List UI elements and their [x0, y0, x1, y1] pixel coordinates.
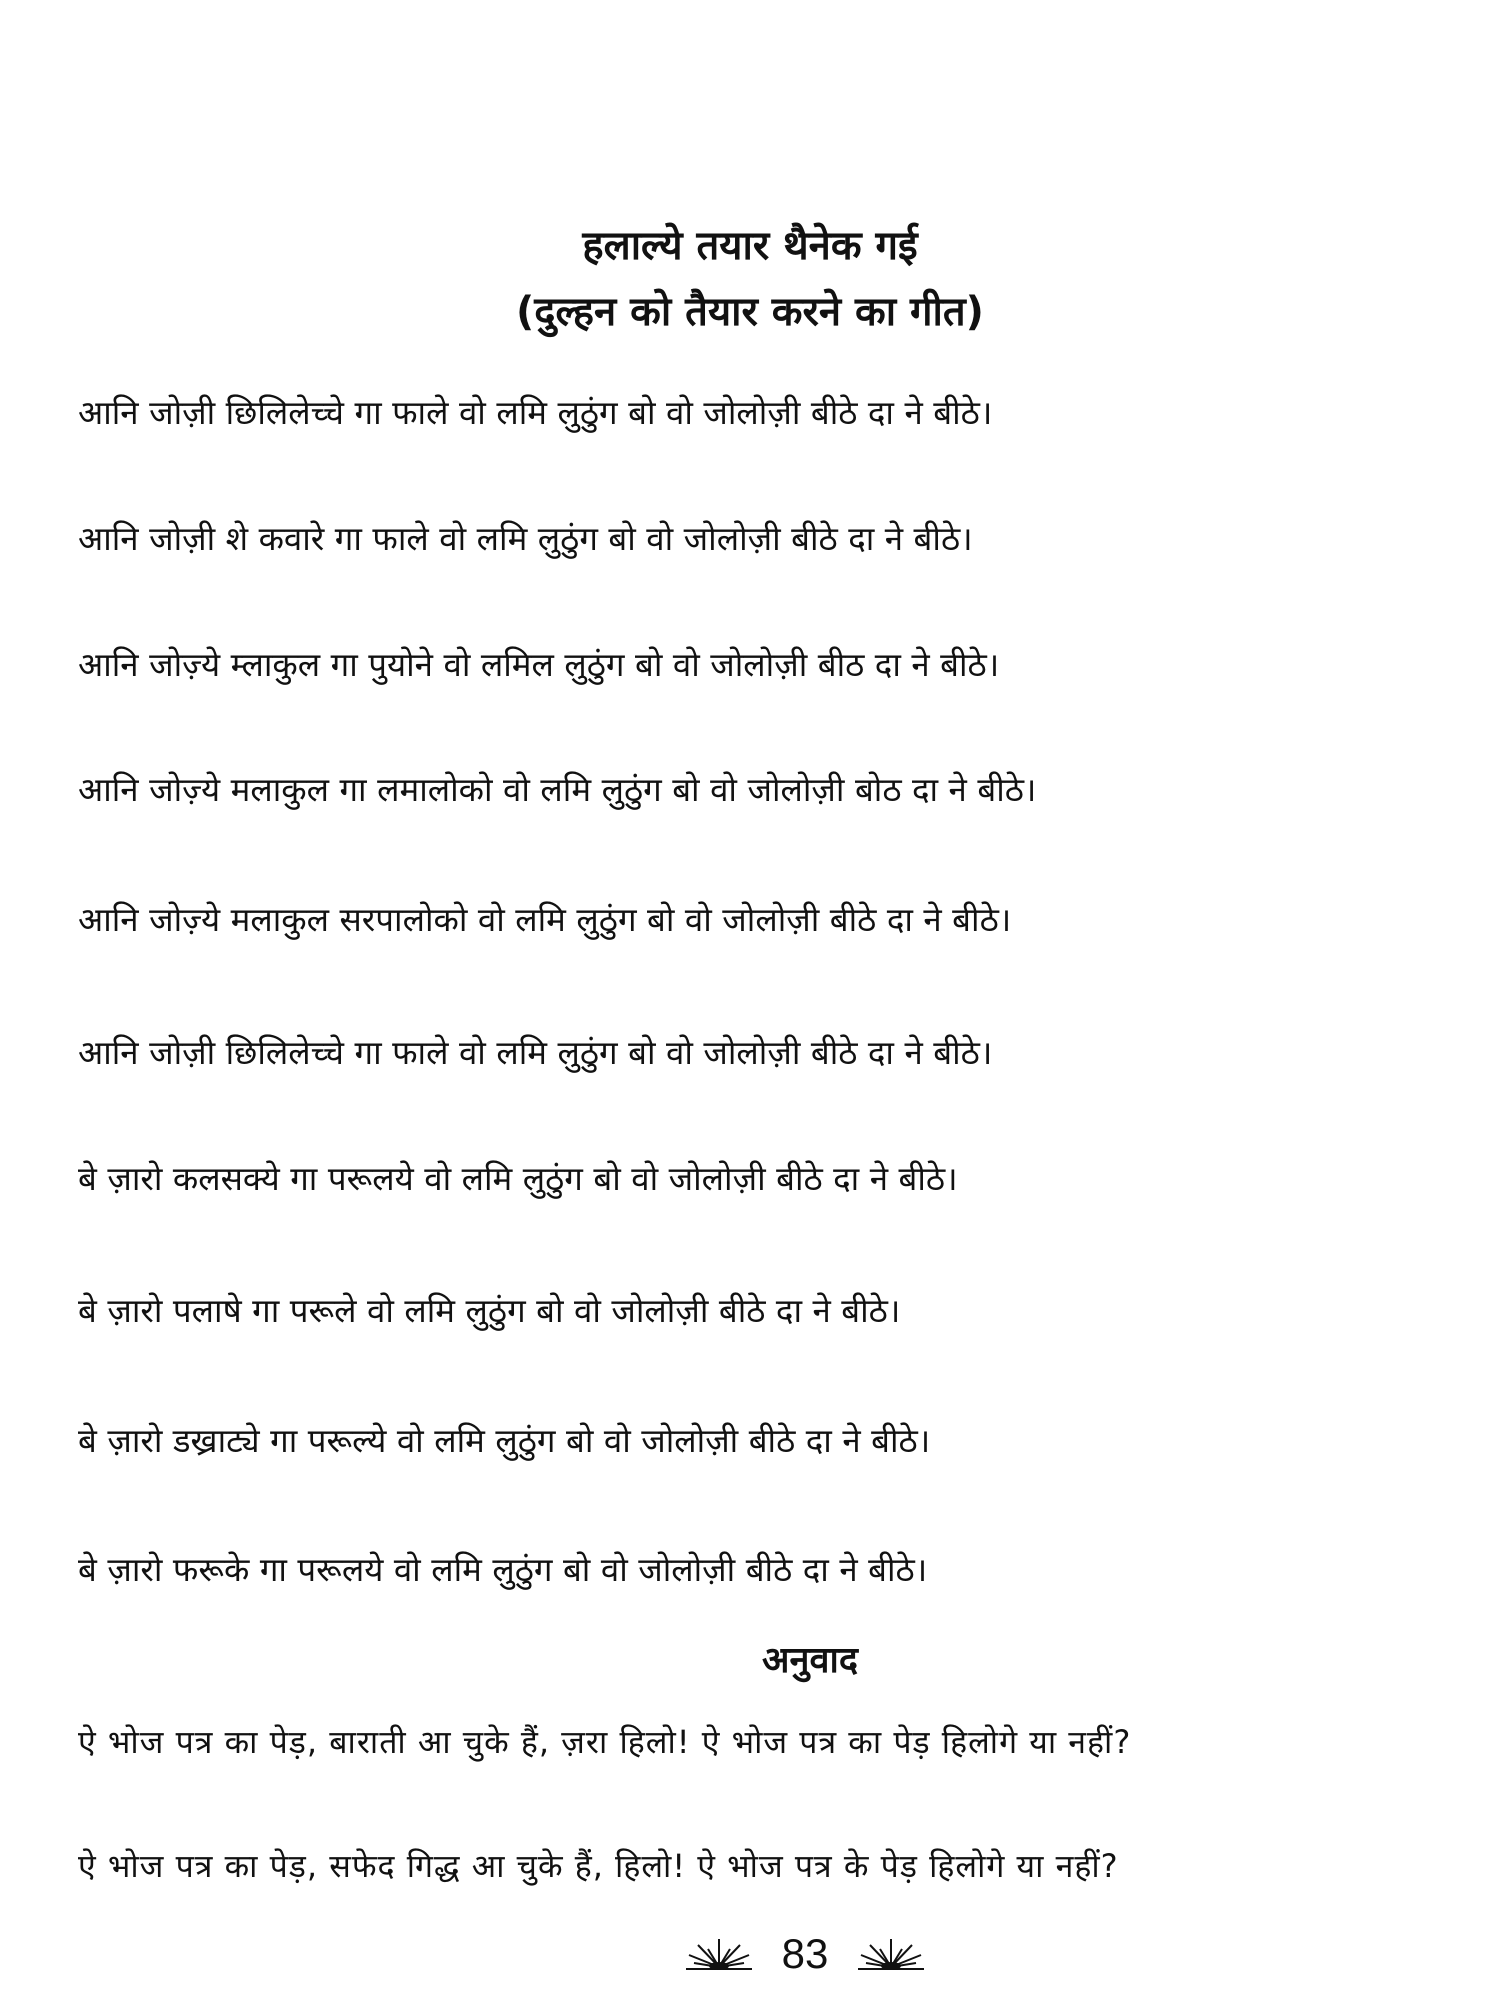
- verse-line: आनि जोज़्ये म्लाकुल गा पुयोने वो लमिल लुठुंग बो वो जोलोज़ी बीठ दा ने बीठे।: [78, 645, 1000, 684]
- page-number: 83: [781, 1930, 829, 1977]
- verse-line: बे ज़ारो फरूके गा परूलये वो लमि लुठुंग बो वो जोलोज़ी बीठे दा ने बीठे।: [78, 1550, 928, 1589]
- verse-line: बे ज़ारो पलाषे गा परूले वो लमि लुठुंग बो वो जोलोज़ी बीठे दा ने बीठे।: [78, 1291, 901, 1330]
- verse-line: बे ज़ारो कलसक्ये गा परूलये वो लमि लुठुंग बो वो जोलोज़ी बीठे दा ने बीठे।: [78, 1159, 958, 1198]
- verse-line: आनि जोज़ी छिलिलेच्चे गा फाले वो लमि लुठुंग बो वो जोलोज़ी बीठे दा ने बीठे।: [78, 393, 993, 432]
- verse-line: आनि जोज़्ये मलाकुल गा लमालोको वो लमि लुठुंग बो वो जोलोज़ी बोठ दा ने बीठे।: [78, 770, 1037, 809]
- verse-line: आनि जोज़ी शे कवारे गा फाले वो लमि लुठुंग बो वो जोलोज़ी बीठे दा ने बीठे।: [78, 519, 973, 558]
- verse-line: बे ज़ारो डख्राट्ये गा परूल्ये वो लमि लुठुंग बो वो जोलोज़ी बीठे दा ने बीठे।: [78, 1421, 931, 1460]
- translation-line: ऐ भोज पत्र का पेड़, सफेद गिद्ध आ चुके हैं, हिलो! ऐ भोज पत्र के पेड़ हिलोगे या नहीं?: [78, 1847, 1119, 1885]
- sunburst-icon: [686, 1937, 752, 1971]
- verse-line: आनि जोज़ी छिलिलेच्चे गा फाले वो लमि लुठुंग बो वो जोलोज़ी बीठे दा ने बीठे।: [78, 1033, 993, 1072]
- song-title: हलाल्ये तयार थैनेक गई: [582, 223, 918, 269]
- page-footer: [0, 1930, 1500, 1978]
- translation-line: ऐ भोज पत्र का पेड़, बाराती आ चुके हैं, ज़रा हिलो! ऐ भोज पत्र का पेड़ हिलोगे या नहीं?: [78, 1723, 1132, 1761]
- sunburst-icon: [858, 1937, 924, 1971]
- translation-heading: अनुवाद: [762, 1640, 858, 1681]
- song-subtitle: (दुल्हन को तैयार करने का गीत): [516, 289, 984, 335]
- verse-line: आनि जोज़्ये मलाकुल सरपालोको वो लमि लुठुंग बो वो जोलोज़ी बीठे दा ने बीठे।: [78, 900, 1012, 939]
